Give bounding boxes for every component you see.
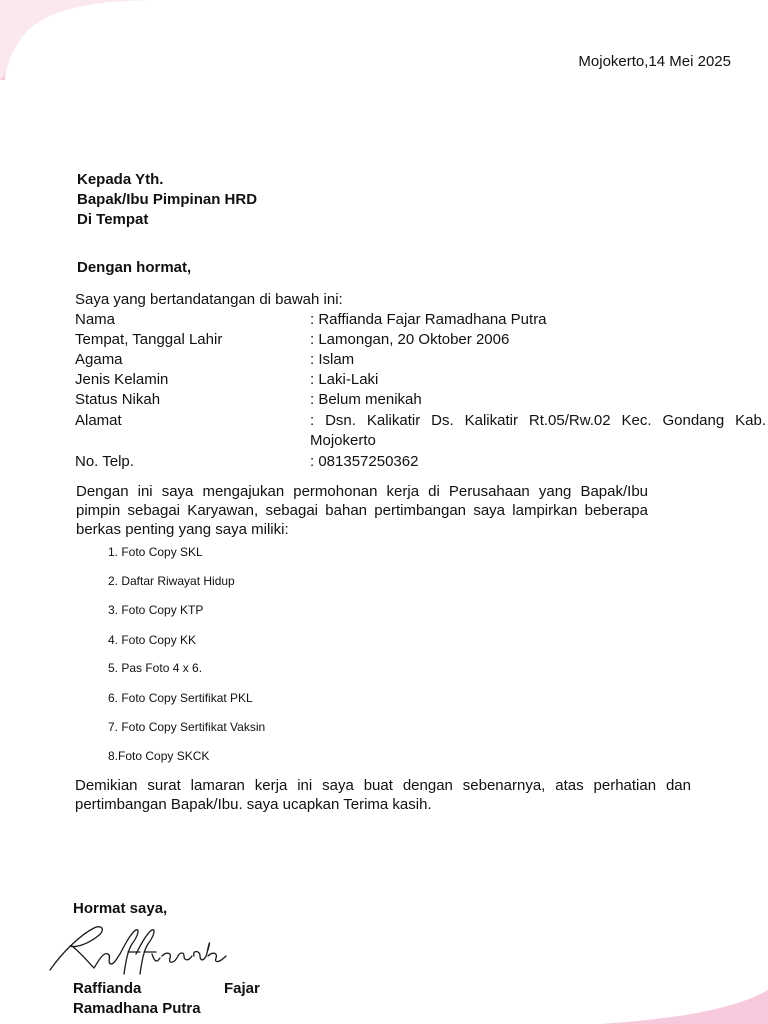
place-date: Mojokerto,14 Mei 2025 (578, 53, 731, 70)
intro-text: Saya yang bertandatangan di bawah ini: (75, 291, 343, 308)
field-label-marital: Status Nikah (75, 391, 161, 408)
attachment-item: 8.Foto Copy SKCK (108, 749, 210, 763)
field-value-address-line2: Mojokerto (310, 432, 376, 449)
field-label-birth: Tempat, Tanggal Lahir (75, 331, 223, 348)
field-label-religion: Agama (75, 351, 123, 368)
closing-paragraph: Demikian surat lamaran kerja ini saya buat dengan sebenarnya, atas perhatian dan pertimbangan Bapak/Ibu. saya ucapkan Terima kasih. (75, 777, 691, 813)
signer-name-line-2: Ramadhana Putra (73, 1000, 201, 1017)
field-value-phone: : 081357250362 (310, 453, 419, 470)
attachment-item: 5. Pas Foto 4 x 6. (108, 661, 203, 675)
greeting: Dengan hormat, (77, 259, 192, 276)
attachment-item: 6. Foto Copy Sertifikat PKL (108, 691, 253, 705)
recipient-line-2: Bapak/Ibu Pimpinan HRD (77, 191, 258, 208)
field-label-phone: No. Telp. (75, 453, 134, 470)
field-label-gender: Jenis Kelamin (75, 371, 169, 388)
sign-off: Hormat saya, (73, 900, 168, 917)
field-value-address: : Dsn. Kalikatir Ds. Kalikatir Rt.05/Rw.02 Kec. Gondang Kab. (310, 412, 766, 429)
signer-name-part-1: Raffianda (73, 980, 142, 997)
top-left-pink-corner (0, 0, 160, 80)
field-value-marital: : Belum menikah (310, 391, 422, 408)
field-value-gender: : Laki-Laki (310, 371, 379, 388)
signer-name-part-2: Fajar (224, 980, 260, 997)
attachment-item: 2. Daftar Riwayat Hidup (108, 574, 235, 588)
bottom-right-pink-corner (600, 990, 768, 1024)
field-value-religion: : Islam (310, 351, 355, 368)
field-label-address: Alamat (75, 412, 122, 429)
attachment-item: 7. Foto Copy Sertifikat Vaksin (108, 720, 266, 734)
field-value-birth: : Lamongan, 20 Oktober 2006 (310, 331, 510, 348)
recipient-line-1: Kepada Yth. (77, 171, 164, 188)
attachment-item: 3. Foto Copy KTP (108, 603, 204, 617)
body-paragraph: Dengan ini saya mengajukan permohonan kerja di Perusahaan yang Bapak/Ibu pimpin sebagai Karyawan, sebagai bahan pertimbangan saya lampirkan beberapa berkas penting yang saya miliki: (76, 483, 648, 538)
field-label-name: Nama (75, 311, 116, 328)
handwritten-signature (42, 920, 232, 980)
attachment-item: 4. Foto Copy KK (108, 633, 197, 647)
recipient-line-3: Di Tempat (77, 211, 149, 228)
field-value-name: : Raffianda Fajar Ramadhana Putra (310, 311, 547, 328)
attachment-item: 1. Foto Copy SKL (108, 545, 203, 559)
